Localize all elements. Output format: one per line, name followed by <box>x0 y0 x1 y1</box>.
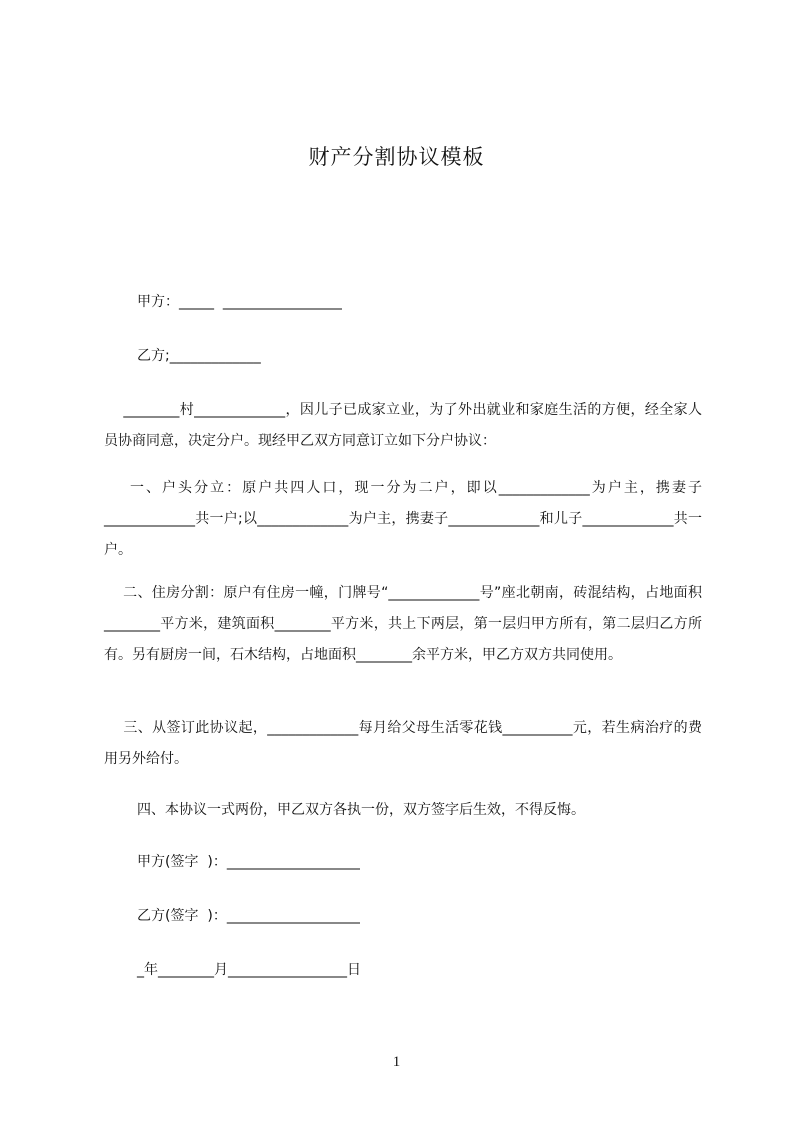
page-number: 1 <box>392 1054 401 1070</box>
clause-4-line: 四、本协议一式两份，甲乙双方各执一份，双方签字后生效，不得反悔。 <box>137 802 585 818</box>
party-b-line: 乙方;_____________ <box>137 348 261 364</box>
clause-1-paragraph: 一、户头分立：原户共四人口，现一分为二户，即以_____________为户主，携妻子_____________共一户;以_____________为户主，携妻子_____________和儿子_____________共一户。 <box>104 480 702 558</box>
document-title: 财产分割协议模板 <box>308 145 485 169</box>
intro-paragraph: ________村_____________，因儿子已成家立业，为了外出就业和家庭生活的方便，经全家人员协商同意，决定分户。现经甲乙双方同意订立如下分户协议： <box>104 402 702 449</box>
signature-party-b: 乙方(签字 )：___________________ <box>137 908 360 924</box>
clause-3-paragraph: 三、从签订此协议起，_____________每月给父母生活零花钱__________元，若生病治疗的费用另外给付。 <box>104 720 702 767</box>
clause-2-paragraph: 二、住房分割：原户有住房一幢，门牌号“_____________号”座北朝南，砖混结构，占地面积________平方米，建筑面积________平方米，共上下两层，第一层归甲方所有，第二层归乙方所有。另有厨房一间，石木结构，占地面积________余平方米，甲乙方双方共同使用。 <box>104 585 702 663</box>
signature-party-a: 甲方(签字 )：___________________ <box>137 854 360 870</box>
party-a-line: 甲方：_____ _________________ <box>137 294 342 310</box>
date-line: _年________月_________________日 <box>137 962 361 978</box>
